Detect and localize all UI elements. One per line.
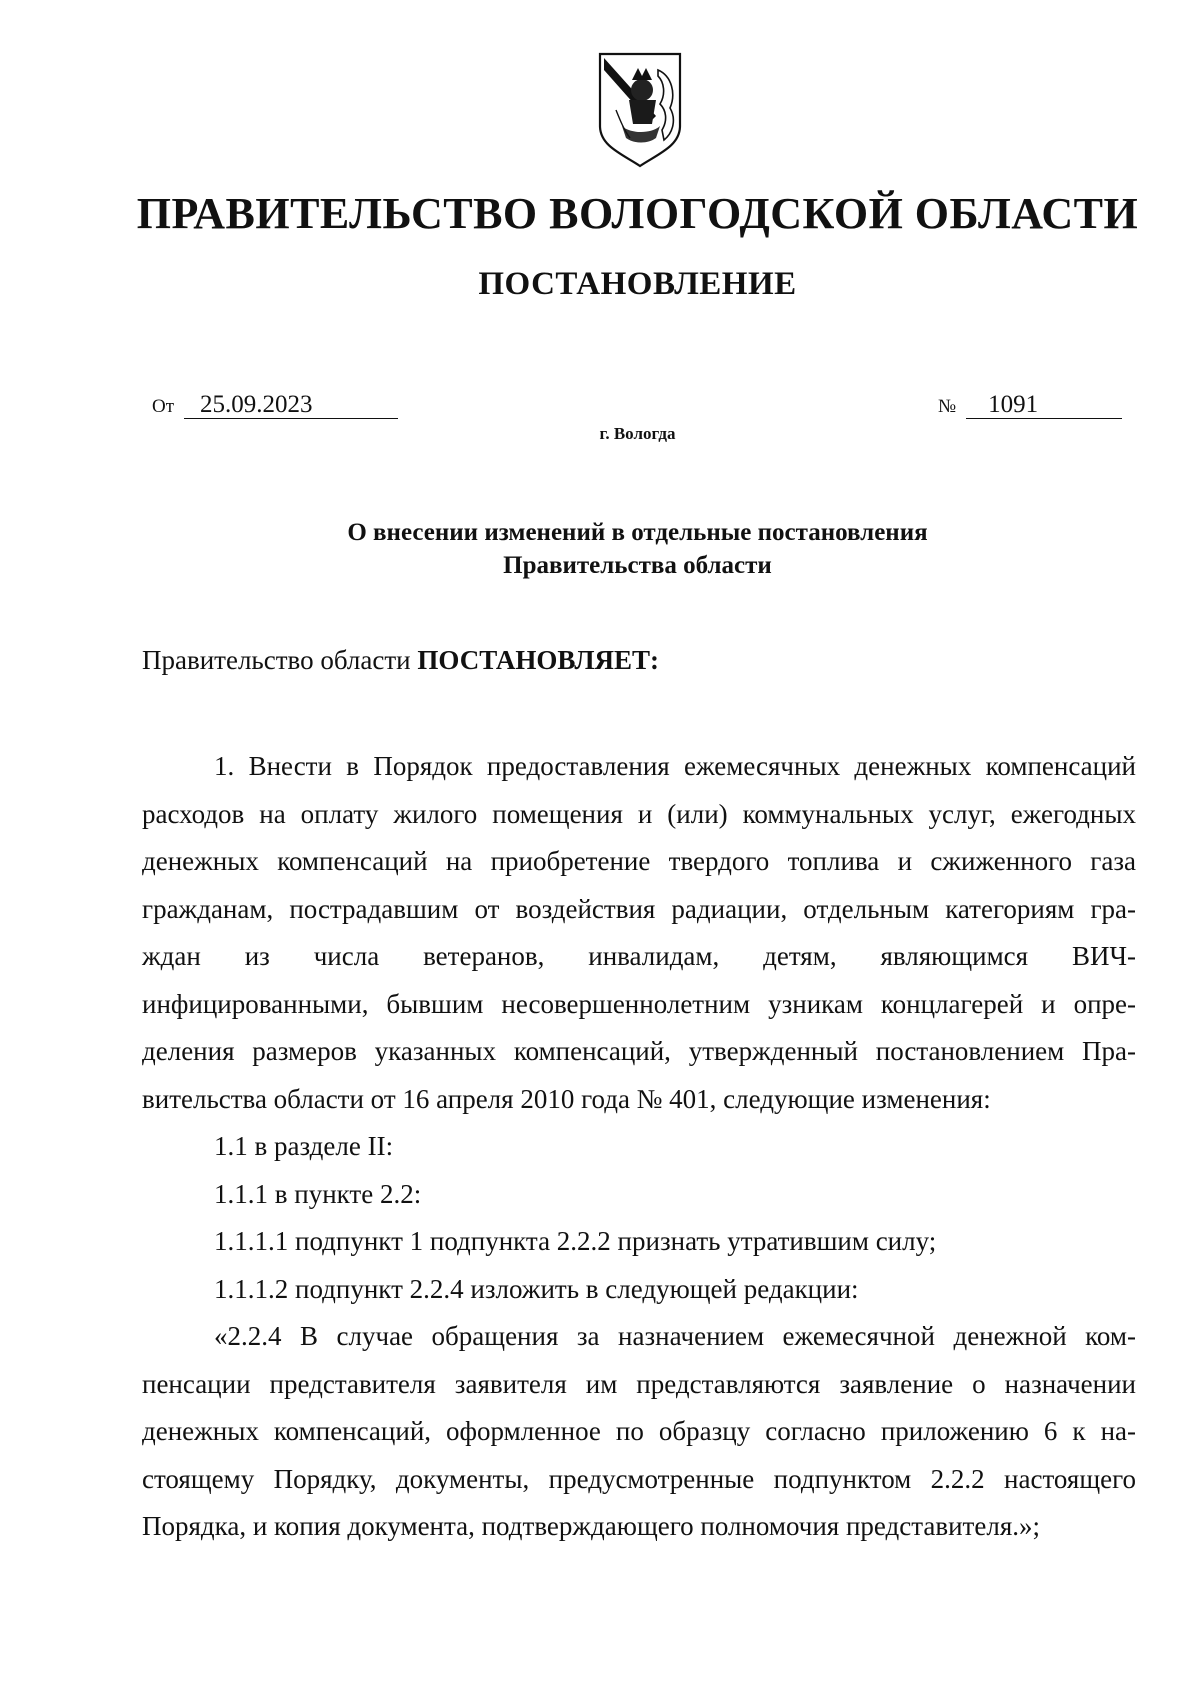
body-line: «2.2.4 В случае обращения за назначением ежемесячной денежной ком-	[214, 1321, 1136, 1351]
body-line: стоящему Порядку, документы, предусмотренные подпунктом 2.2.2 настоящего	[142, 1463, 1136, 1494]
document-subject	[0, 516, 1200, 582]
body-line: расходов на оплату жилого помещения и (или) коммунальных услуг, ежегодных	[142, 798, 1136, 829]
preamble-text: Правительство области	[142, 645, 418, 675]
date-field	[152, 391, 398, 419]
body-line: ждан из числа ветеранов, инвалидам, детям, являющимся ВИЧ-	[142, 941, 1136, 971]
body-line: Порядка, и копия документа, подтверждающего полномочия представителя.»;	[142, 1511, 1040, 1541]
body-line: 1.1.1 в пункте 2.2:	[214, 1178, 422, 1209]
preamble	[142, 645, 659, 676]
body-line: пенсации представителя заявителя им представляются заявление о назначении	[142, 1368, 1136, 1399]
body-line: денежных компенсаций, оформленное по образцу согласно приложению 6 к на-	[142, 1416, 1136, 1446]
document-type-heading: ПОСТАНОВЛЕНИЕ	[478, 266, 797, 302]
decree-word: ПОСТАНОВЛЯЕТ:	[417, 645, 659, 675]
body-line: 1. Внести в Порядок предоставления ежемесячных денежных компенсаций	[214, 751, 1136, 781]
subject-line: Правительства области	[503, 552, 772, 579]
body-line: денежных компенсаций на приобретение твердого топлива и сжиженного газа	[142, 846, 1136, 876]
body-line: инфицированными, бывшим несовершеннолетним узникам концлагерей и опре-	[142, 988, 1136, 1019]
number-field	[938, 391, 1122, 419]
body-line: гражданам, пострадавшим от воздействия радиации, отдельным категориям гра-	[142, 893, 1136, 924]
body-line: деления размеров указанных компенсаций, утвержденный постановлением Пра-	[142, 1036, 1136, 1066]
coat-of-arms-icon	[596, 50, 684, 168]
organization-title: ПРАВИТЕЛЬСТВО ВОЛОГОДСКОЙ ОБЛАСТИ	[136, 189, 1139, 238]
body-line: 1.1.1.1 подпункт 1 подпункта 2.2.2 признать утратившим силу;	[214, 1226, 937, 1256]
date-prefix-label: От	[152, 396, 175, 417]
body-line: 1.1.1.2 подпункт 2.2.4 изложить в следующей редакции:	[214, 1273, 859, 1304]
city-label: г. Вологда	[599, 424, 676, 443]
date-value: 25.09.2023	[184, 391, 398, 419]
document-body	[142, 743, 1136, 1551]
number-value: 1091	[966, 391, 1122, 419]
body-line: 1.1 в разделе II:	[214, 1131, 394, 1161]
body-line: вительства области от 16 апреля 2010 года № 401, следующие изменения:	[142, 1083, 991, 1114]
number-prefix-label: №	[938, 396, 957, 417]
subject-line: О внесении изменений в отдельные постановления	[347, 519, 928, 546]
